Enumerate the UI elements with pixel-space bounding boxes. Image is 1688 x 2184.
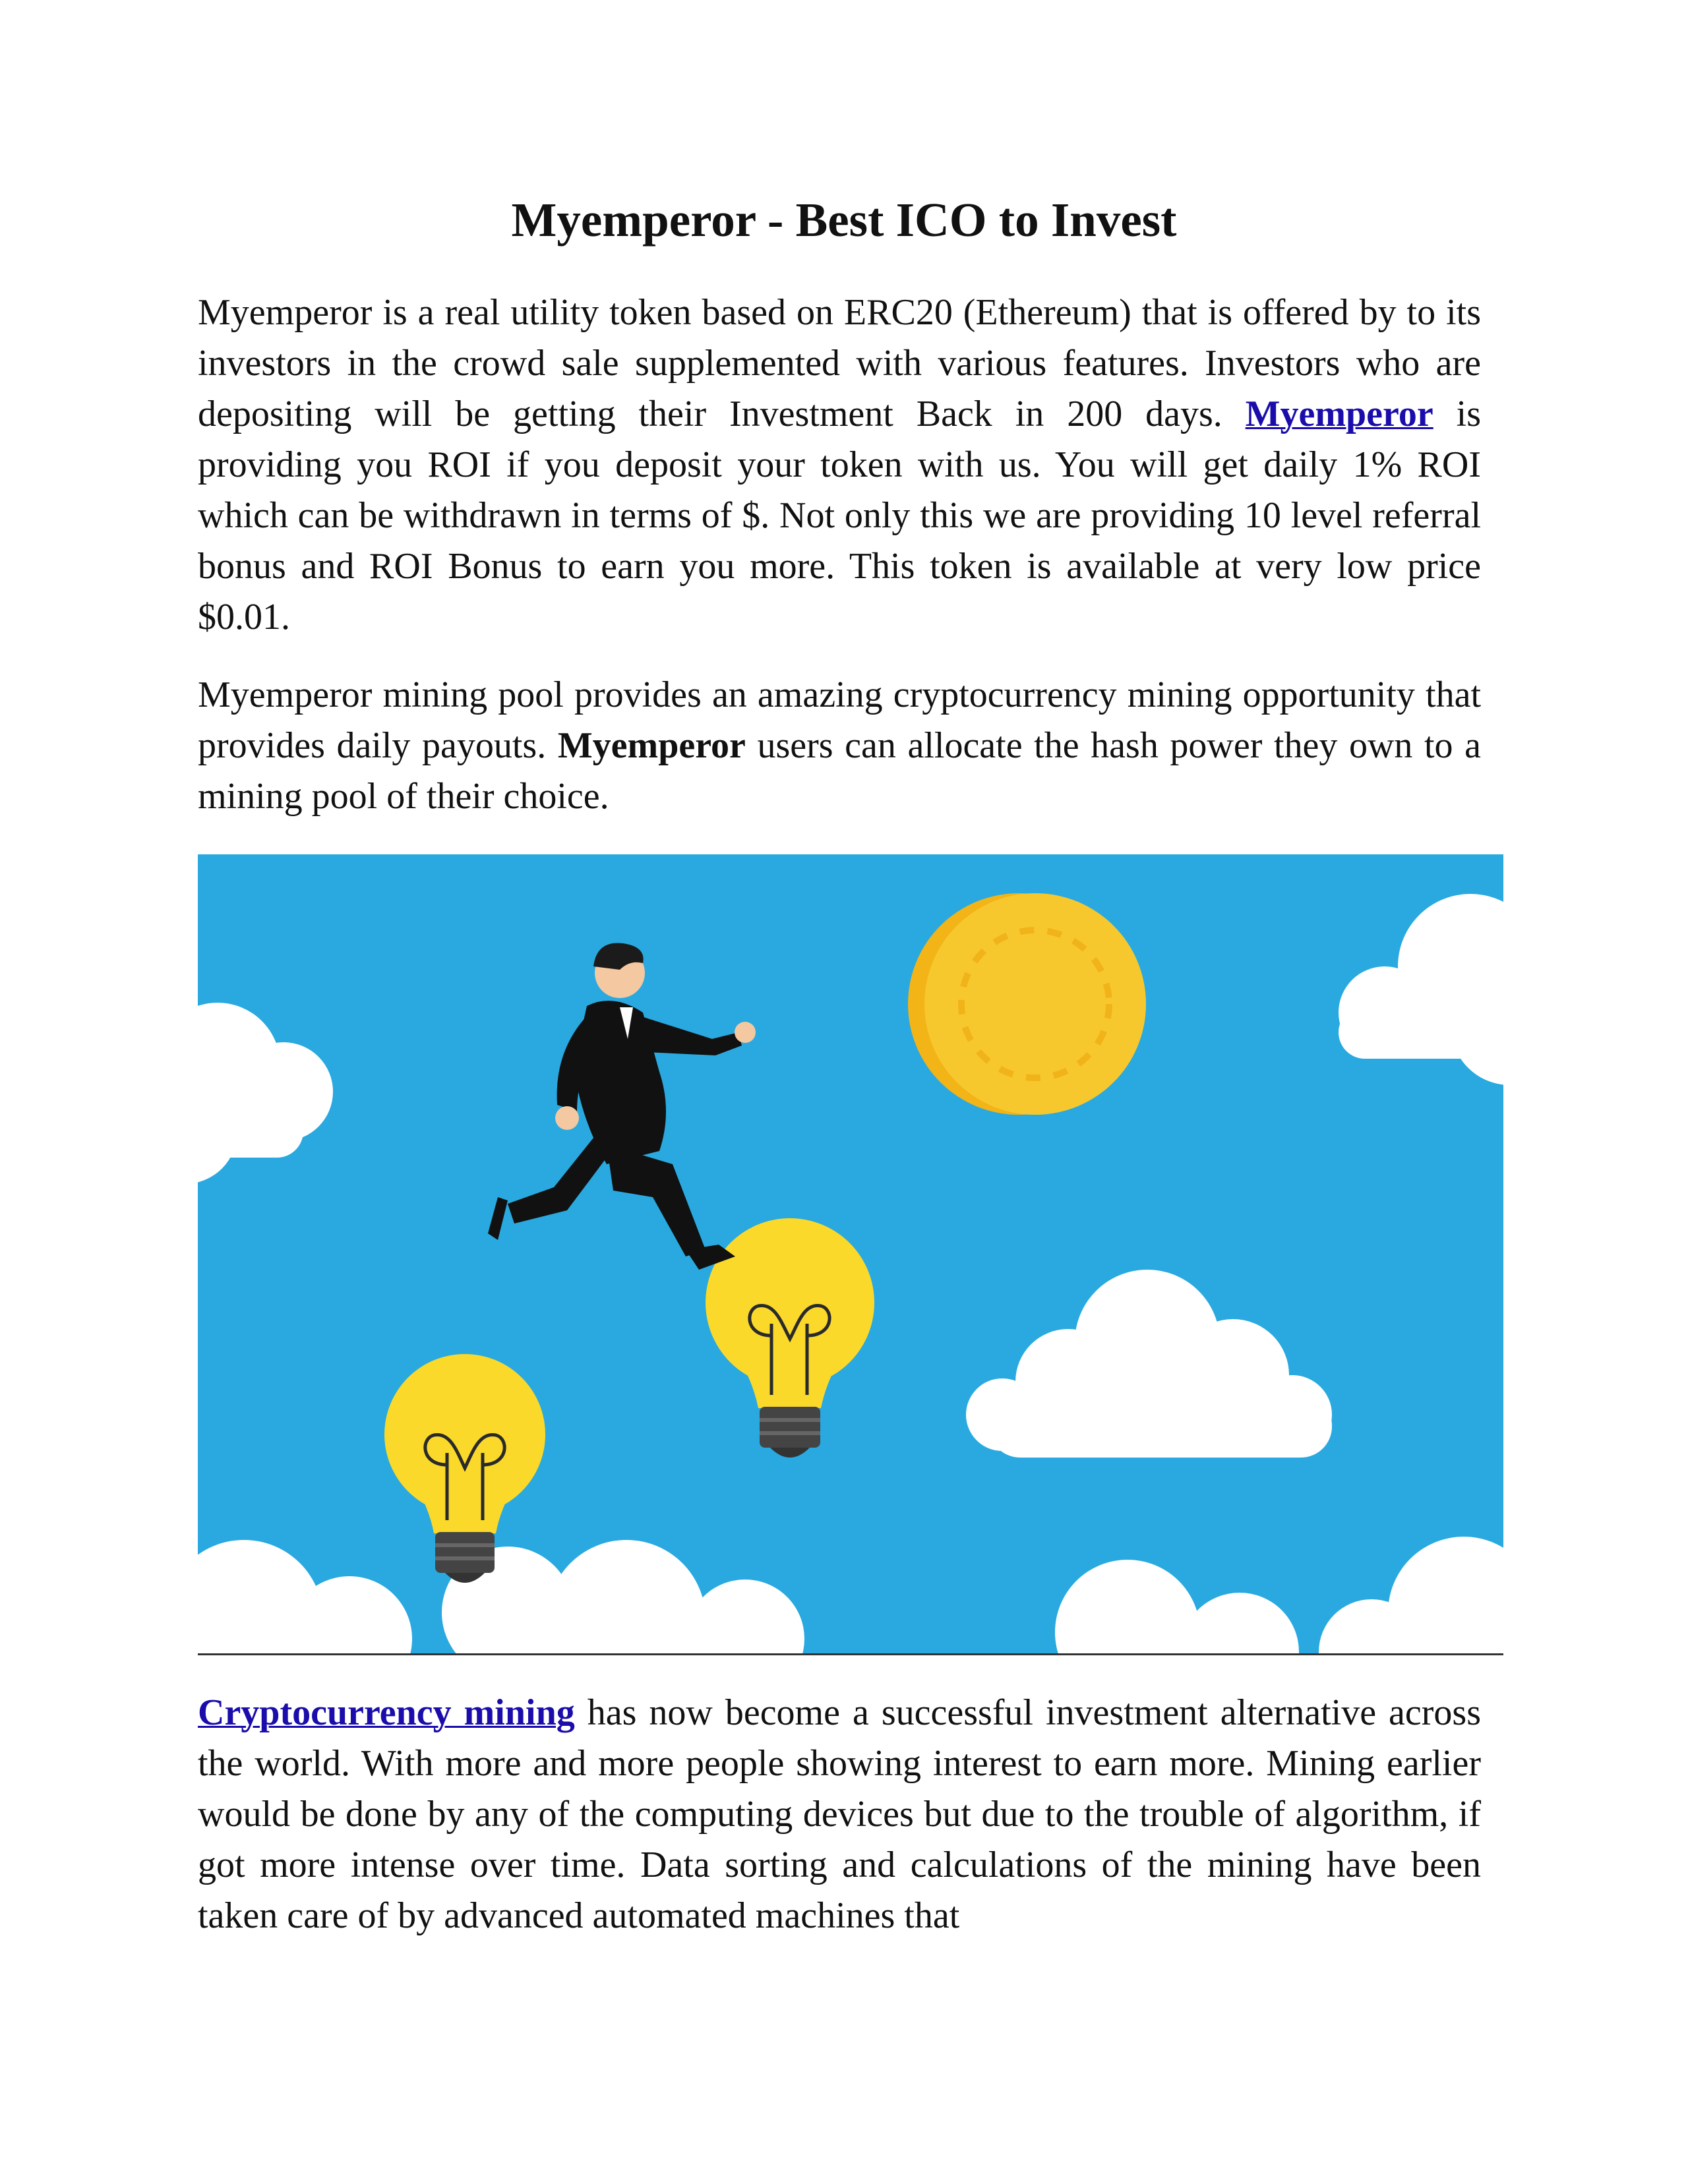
myemperor-bold-text: Myemperor — [557, 725, 746, 766]
intro-text-start: Myemperor is a real utility token based on ERC20 (Ethereum) that is offered by to its investors in the crowd sale supplemented with various features. Investors who are depositing will be getting their Investment Back in 200 days. — [198, 292, 1481, 434]
intro-paragraph — [198, 287, 1481, 643]
horizontal-divider — [198, 1653, 1503, 1655]
myemperor-link[interactable]: Myemperor — [1245, 394, 1433, 434]
cryptocurrency-mining-link[interactable]: Cryptocurrency mining — [198, 1692, 575, 1733]
mining-pool-paragraph — [198, 670, 1481, 822]
page-title: Myemperor - Best ICO to Invest — [511, 193, 1177, 247]
crypto-mining-text: has now become a successful investment alternative across the world. With more and more people showing interest to earn more. Mining earlier would be done by any of the computing devices but due to the trouble of algorithm, if got more intense over time. Data sorting and calculations of the mining have been taken care of by advanced automated machines that — [198, 1692, 1481, 1936]
coin-icon — [908, 893, 1146, 1115]
mining-pool-text-end: users can allocate the hash power they own to a mining pool of their choice. — [198, 725, 1481, 817]
investment-illustration — [198, 854, 1503, 1653]
crypto-mining-paragraph — [198, 1688, 1481, 1941]
mining-pool-text-start: Myemperor mining pool provides an amazing cryptocurrency mining opportunity that provides daily payouts. — [198, 674, 1481, 766]
intro-text-end: is providing you ROI if you deposit your token with us. You will get daily 1% ROI which can be withdrawn in terms of $. Not only this we are providing 10 level referral bonus and ROI Bonus to earn you more. This token is available at very low price $0.01. — [198, 394, 1481, 637]
